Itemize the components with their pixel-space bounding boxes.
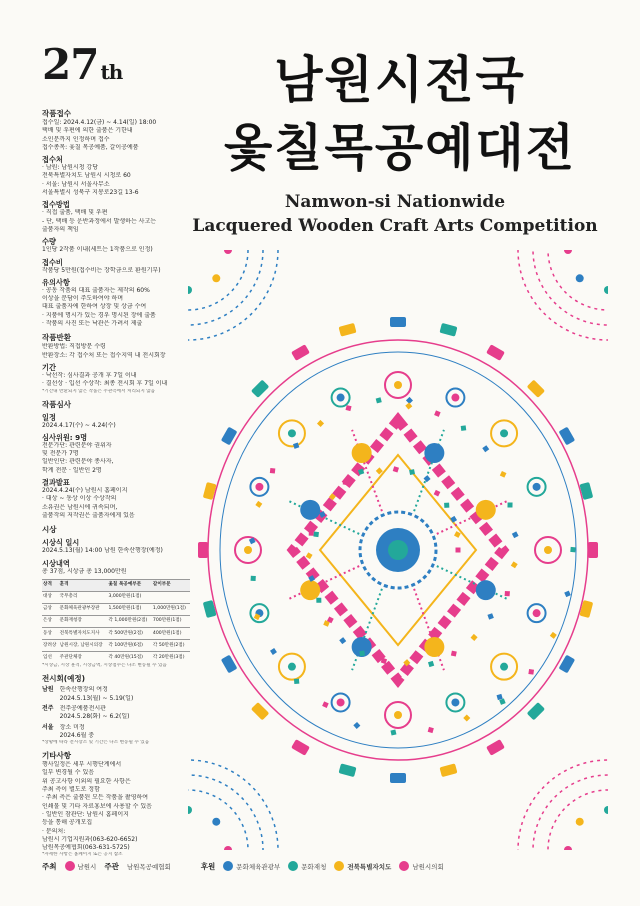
confetti — [450, 516, 457, 523]
outer-block — [390, 317, 406, 327]
return-note: *기간내 반환되지 않은 작품은 주관측에서 처리되지 않음 — [42, 388, 156, 394]
info-line: · 직접 출품, 택배 및 우편 — [42, 209, 108, 217]
submission-place-heading: 접수처 — [42, 155, 63, 165]
info-line: 접수일: 2024.4.12(금) ~ 4.14(일) 18:00 — [42, 119, 157, 126]
corner-arc — [188, 250, 278, 340]
info-column — [42, 104, 192, 858]
confetti — [359, 651, 365, 657]
edition-number — [42, 40, 122, 89]
sponsor-3 — [334, 861, 391, 871]
submission-qty-lines — [42, 246, 192, 254]
host-label: 주최 — [42, 861, 57, 871]
spoke-bead — [352, 443, 372, 463]
edition-num: 27 — [42, 40, 99, 89]
corner-dot — [564, 250, 572, 254]
exhibition-row — [42, 686, 192, 703]
confetti — [482, 445, 489, 452]
confetti — [294, 679, 299, 684]
footer-credits — [42, 854, 602, 878]
exhibition-line: 2024.5.13(월) ~ 5.19(일) — [59, 694, 134, 702]
submission-notes-lines — [42, 287, 192, 328]
spoke-bead — [424, 443, 444, 463]
confetti — [309, 531, 314, 536]
host-logo-icon — [65, 861, 75, 871]
info-line: · 주최 측은 출품된 모든 작품을 촬영하여 — [42, 794, 149, 802]
table-row — [42, 591, 190, 603]
table-cell: 문화체육관광부장관 — [59, 603, 108, 615]
exhibition-row — [42, 724, 192, 741]
confetti — [487, 613, 493, 619]
exhibition-note: *상황에 따라 전시장소 및 기간은 다소 변동될 수 있음 — [42, 740, 150, 746]
sponsor-1 — [223, 861, 280, 871]
judging-judges-lines — [42, 442, 192, 475]
info-line: 소유권은 남원시에 귀속되며, — [42, 503, 118, 511]
sponsor-4-logo-icon — [399, 861, 409, 871]
submission-fee-heading: 접수비 — [42, 257, 63, 267]
prize-table-header-cell: 옻칠 목공예부문 — [107, 579, 151, 591]
table-cell: 입선 — [42, 652, 59, 664]
awards-detail-lines — [42, 568, 192, 576]
petal-dot — [533, 483, 541, 491]
confetti — [306, 552, 313, 559]
confetti — [313, 532, 319, 538]
outer-block — [339, 323, 357, 337]
judging-date-heading: 일정 — [42, 412, 56, 422]
submission-heading: 작품접수 — [42, 109, 71, 118]
info-line: 및 전문가 7명 — [42, 450, 79, 458]
table-cell: 700만원(1점) — [152, 616, 190, 628]
confetti — [270, 648, 277, 655]
judging-result-heading: 결과발표 — [42, 478, 70, 488]
confetti — [270, 468, 275, 473]
petal-dot — [533, 609, 541, 617]
petal-dot — [394, 711, 402, 719]
info-line: · 작품의 사진 또는 낙관은 가려서 제출 — [42, 320, 143, 328]
submission-method-lines — [42, 209, 192, 234]
info-line: 총 37점, 시상금 총 13,000만원 — [42, 567, 127, 575]
confetti — [316, 598, 321, 603]
confetti — [346, 405, 352, 411]
table-cell: 금상 — [42, 603, 59, 615]
confetti — [317, 420, 324, 427]
corner-dot — [564, 846, 572, 850]
confetti — [500, 471, 507, 478]
confetti — [428, 661, 434, 667]
corner-dot — [604, 806, 608, 814]
info-line: 주최 측이 별도로 정함 — [42, 786, 100, 794]
confetti — [456, 548, 461, 553]
info-line: · 일반인 참관단: 남원시 홈페이지 — [42, 810, 129, 818]
petal-dot — [500, 429, 508, 437]
confetti — [343, 479, 349, 485]
title-ko-line2: 옻칠목공예대전 — [223, 119, 577, 177]
table-cell: 전북특별자치도지사 — [59, 628, 108, 640]
corner-arc — [188, 760, 278, 850]
sponsor-3-text: 전북특별자치도 — [347, 862, 392, 871]
title-ko-line1: 남원시전국 — [274, 51, 526, 109]
table-cell — [152, 591, 190, 603]
judging-date-lines — [42, 422, 192, 430]
confetti — [339, 637, 346, 644]
info-line: · 공동 작품의 대표 출품자는 제작의 60% — [42, 286, 150, 294]
confetti — [454, 531, 461, 538]
confetti — [428, 727, 434, 733]
exhibition-place: 서울 — [42, 723, 54, 731]
table-cell: 각 500만원(2점) — [107, 628, 151, 640]
table-cell: 주관단체장 — [59, 652, 108, 664]
corner-dot — [224, 846, 232, 850]
table-row — [42, 628, 190, 640]
table-cell: 국무총리 — [59, 591, 108, 603]
awards-ceremony-heading: 시상식 일시 — [42, 538, 80, 548]
info-line: 소인분까지 인정하며 접수 — [42, 135, 110, 143]
return-period-heading: 기간 — [42, 362, 56, 372]
table-cell: 3,000만원(1점) — [107, 591, 151, 603]
confetti — [528, 669, 534, 675]
awards-detail-heading: 시상내역 — [42, 558, 70, 568]
confetti — [511, 561, 518, 568]
sponsor-2-logo-icon — [288, 861, 298, 871]
info-line: 대표 출품자에 한하여 상장 및 상금 수여 — [42, 303, 147, 311]
outer-block — [527, 702, 545, 720]
host-name — [65, 861, 97, 871]
confetti — [409, 469, 415, 475]
awards-ceremony-lines — [42, 547, 192, 555]
confetti — [471, 634, 478, 641]
outer-block — [390, 773, 406, 783]
petal-dot — [544, 546, 552, 554]
petal-dot — [451, 698, 459, 706]
info-line: 서울특별시 성북구 지봉로23길 13-6 — [42, 189, 139, 197]
info-line: 접수종목: 옻칠 목공예품, 갈이공예품 — [42, 143, 139, 151]
petal-dot — [337, 698, 345, 706]
table-cell: 1,000만원(1점) — [152, 603, 190, 615]
confetti — [505, 591, 510, 596]
other-heading: 기타사항 — [42, 751, 71, 761]
corner-arc — [518, 250, 608, 340]
table-cell: 400만원(1점) — [152, 628, 190, 640]
spoke-bead — [300, 580, 320, 600]
edition-suffix: th — [100, 60, 123, 84]
outer-block — [339, 763, 357, 777]
table-cell: 각 1,000만원(2점) — [107, 616, 151, 628]
sponsor-2 — [288, 861, 326, 871]
table-cell: 은상 — [42, 616, 59, 628]
corner-dot — [188, 286, 192, 294]
info-line: 전문가단: 관련분야 권위자 — [42, 441, 112, 449]
mandala-illustration — [188, 250, 608, 850]
table-cell: 각 20만원(3점) — [152, 652, 190, 664]
petal-dot — [288, 429, 296, 437]
corner-dot — [188, 806, 192, 814]
confetti — [512, 531, 519, 538]
table-cell: 1,500만원(1점) — [107, 603, 151, 615]
judging-heading: 작품심사 — [42, 399, 71, 409]
info-line: · 서울: 남원시 서울사무소 — [42, 180, 110, 188]
exhibition-heading: 전시회(예정) — [42, 674, 86, 684]
info-line: · 문의처: — [42, 827, 66, 835]
prize-table-header-cell: 갈이부문 — [152, 579, 190, 591]
info-line: 반환장소: 각 접수처 또는 접수지역 내 전시회장 — [42, 351, 166, 359]
submission-fee-lines — [42, 267, 192, 275]
petal-dot — [500, 663, 508, 671]
title-en-line1: Namwon-si Nationwide — [284, 192, 506, 212]
submission-place-lines — [42, 164, 192, 197]
table-cell: 장려상 — [42, 640, 59, 652]
confetti — [393, 466, 399, 472]
info-line: 남원시 기업지원과(063-620-6652) — [42, 835, 138, 843]
info-line: 택배 및 우편에 의한 출품은 기한내 — [42, 127, 133, 135]
exhibition-line: 한속산행장의 여정 — [59, 686, 108, 694]
table-cell: 동상 — [42, 628, 59, 640]
info-line: · 낙선작: 심사결과 공개 후 7일 이내 — [42, 371, 137, 379]
awards-table-note: *시상금, 시상 훈격, 시상금액, 시상점수는 다소 변동될 수 있음 — [42, 663, 167, 669]
info-line: 행사일정은 세부 시행단계에서 — [42, 761, 122, 769]
prize-table-header-cell: 상격 — [42, 579, 59, 591]
prize-table — [42, 579, 190, 664]
awards-heading: 시상 — [42, 525, 57, 535]
info-line: · 대상 ~ 동상 이상 수상작의 — [42, 495, 117, 503]
info-line: 인쇄물 및 기타 자료홍보에 사용할 수 있음 — [42, 802, 152, 810]
confetti — [451, 651, 457, 657]
table-cell: 각 100만원(6점) — [107, 640, 151, 652]
info-line: 2024.5.13(월) 14:00 남원 한속산행장(예정) — [42, 547, 163, 555]
judging-judges-heading: 심사위원: 9명 — [42, 432, 88, 442]
confetti — [434, 490, 441, 497]
confetti — [463, 714, 470, 721]
table-cell: 문화재청장 — [59, 616, 108, 628]
info-line: 2024.4.24(수) 남원시 홈페이지 — [42, 487, 128, 495]
return-period-lines — [42, 372, 192, 389]
prize-table-body — [42, 591, 190, 663]
sponsor-2-text: 문화재청 — [301, 862, 327, 871]
spoke-bead — [300, 500, 320, 520]
outer-block — [198, 542, 208, 558]
petal-dot — [394, 381, 402, 389]
outer-block — [439, 323, 457, 337]
other-note: *자세한 사항은 홈페이지 또는 공지 참조 — [42, 852, 123, 858]
corner-dot — [576, 818, 584, 826]
return-heading: 작품반환 — [42, 333, 71, 343]
exhibition-line: 2024.5.28(화) ~ 6.2(일) — [59, 713, 130, 721]
info-line: 반환방법: 직접방문 수령 — [42, 343, 106, 351]
table-row — [42, 603, 190, 615]
submission-qty-heading: 수량 — [42, 237, 56, 247]
table-cell: 대상 — [42, 591, 59, 603]
table-cell: 각 50만원(2점) — [152, 640, 190, 652]
corner-dot — [224, 250, 232, 254]
return-lines — [42, 343, 192, 360]
info-line: - 단, 택배 등 운반과정에서 발생하는 사고는 — [42, 217, 157, 225]
info-line: 학계 전문 · 일반인 2명 — [42, 466, 102, 474]
confetti — [251, 576, 256, 581]
exhibition-line: 장소 미정 — [59, 723, 85, 731]
corner-arc — [518, 760, 608, 850]
confetti — [444, 503, 449, 508]
petal-dot — [337, 394, 345, 402]
outer-block — [527, 380, 545, 398]
info-line: 남원목공예협회(063-631-5725) — [42, 844, 130, 852]
judging-result-lines — [42, 487, 192, 520]
spoke-bead — [424, 637, 444, 657]
info-line: 일부 변경될 수 있음 — [42, 769, 95, 777]
confetti — [550, 632, 557, 639]
info-line: 이상을 분담이 주도하여야 하며 — [42, 295, 124, 303]
sponsor-1-logo-icon — [223, 861, 233, 871]
outer-block — [588, 542, 598, 558]
outer-block — [486, 344, 505, 361]
sponsor-label: 후원 — [200, 861, 216, 871]
exhibition-line: 2024.6월 중 — [59, 731, 95, 739]
outer-block — [439, 763, 457, 777]
petal-dot — [451, 394, 459, 402]
sponsor-3-logo-icon — [334, 861, 344, 871]
outer-block — [291, 739, 310, 756]
table-cell: 남원시장, 남원시의장 — [59, 640, 108, 652]
info-line: 출품자의 책임 — [42, 225, 79, 233]
prize-table-header — [42, 579, 190, 591]
info-line: 일반인단: 관련분야 종사자, — [42, 458, 114, 466]
confetti — [564, 591, 571, 598]
corner-dot — [576, 274, 584, 282]
table-row — [42, 616, 190, 628]
corner-dot — [604, 286, 608, 294]
table-row — [42, 640, 190, 652]
outer-block — [251, 380, 269, 398]
confetti — [570, 547, 575, 552]
confetti — [353, 722, 360, 729]
organizer-name: 남원목공예협회 — [126, 862, 171, 871]
submission-lines — [42, 119, 192, 152]
exhibition-row — [42, 705, 192, 722]
confetti — [461, 425, 467, 431]
exhibition-line: 전주공예품전시관 — [59, 704, 106, 712]
title-en-line2: Lacquered Wooden Craft Arts Competition — [192, 216, 598, 236]
confetti — [255, 501, 262, 508]
confetti — [376, 397, 382, 403]
exhibition-place: 남원 — [42, 686, 54, 694]
center-core — [388, 540, 408, 560]
exhibition-place: 전주 — [42, 704, 54, 712]
outer-block — [486, 739, 505, 756]
host-text: 남원시 — [77, 862, 97, 871]
sponsor-4-text: 남원시의회 — [412, 862, 444, 871]
info-line: · 남원: 남원시청 강당 — [42, 164, 99, 172]
petal-dot — [288, 663, 296, 671]
other-lines — [42, 761, 192, 852]
info-line: · 지품에 명시가 있는 경우 명시된 장에 출품 — [42, 311, 156, 319]
petal-dot — [244, 546, 252, 554]
info-line: · 결선상 · 입선 수상작: 최종 전시회 후 7일 이내 — [42, 380, 168, 388]
submission-notes-heading: 유의사항 — [42, 277, 70, 287]
spoke-bead — [476, 580, 496, 600]
confetti — [405, 403, 412, 410]
info-line: 작품당 5만원(접수비는 장학금으로 환원기부) — [42, 266, 161, 274]
prize-table-header-cell: 훈격 — [59, 579, 108, 591]
sponsor-1-text: 문화체육관광부 — [236, 862, 281, 871]
submission-method-heading: 접수방법 — [42, 200, 70, 210]
petal-dot — [255, 483, 263, 491]
corner-dot — [212, 274, 220, 282]
corner-dot — [212, 818, 220, 826]
table-cell: 각 40만원(15점) — [107, 652, 151, 664]
confetti — [507, 502, 512, 507]
spoke-bead — [476, 500, 496, 520]
confetti — [497, 694, 503, 700]
info-line: 1인당 2작품 이내(세트는 1작품으로 인정) — [42, 246, 153, 254]
outer-block — [291, 344, 310, 361]
exhibition-rows — [42, 686, 192, 740]
sponsor-4 — [399, 861, 443, 871]
confetti — [322, 701, 329, 708]
organizer-label: 주관 — [104, 861, 119, 871]
info-line: 등을 통해 공개모집 — [42, 819, 93, 827]
info-line: 출품작의 저작권은 출품자에게 있음 — [42, 511, 135, 519]
info-line: 위 공고사항 이외의 필요한 사항은 — [42, 777, 131, 785]
corner-arc — [188, 775, 263, 850]
confetti — [434, 410, 441, 417]
info-line: 전북특별자치도 남원시 시청로 60 — [42, 172, 131, 180]
confetti — [390, 729, 396, 735]
outer-block — [251, 702, 269, 720]
info-line: 2024.4.17(수) ~ 4.24(수) — [42, 421, 116, 429]
table-row — [42, 652, 190, 664]
